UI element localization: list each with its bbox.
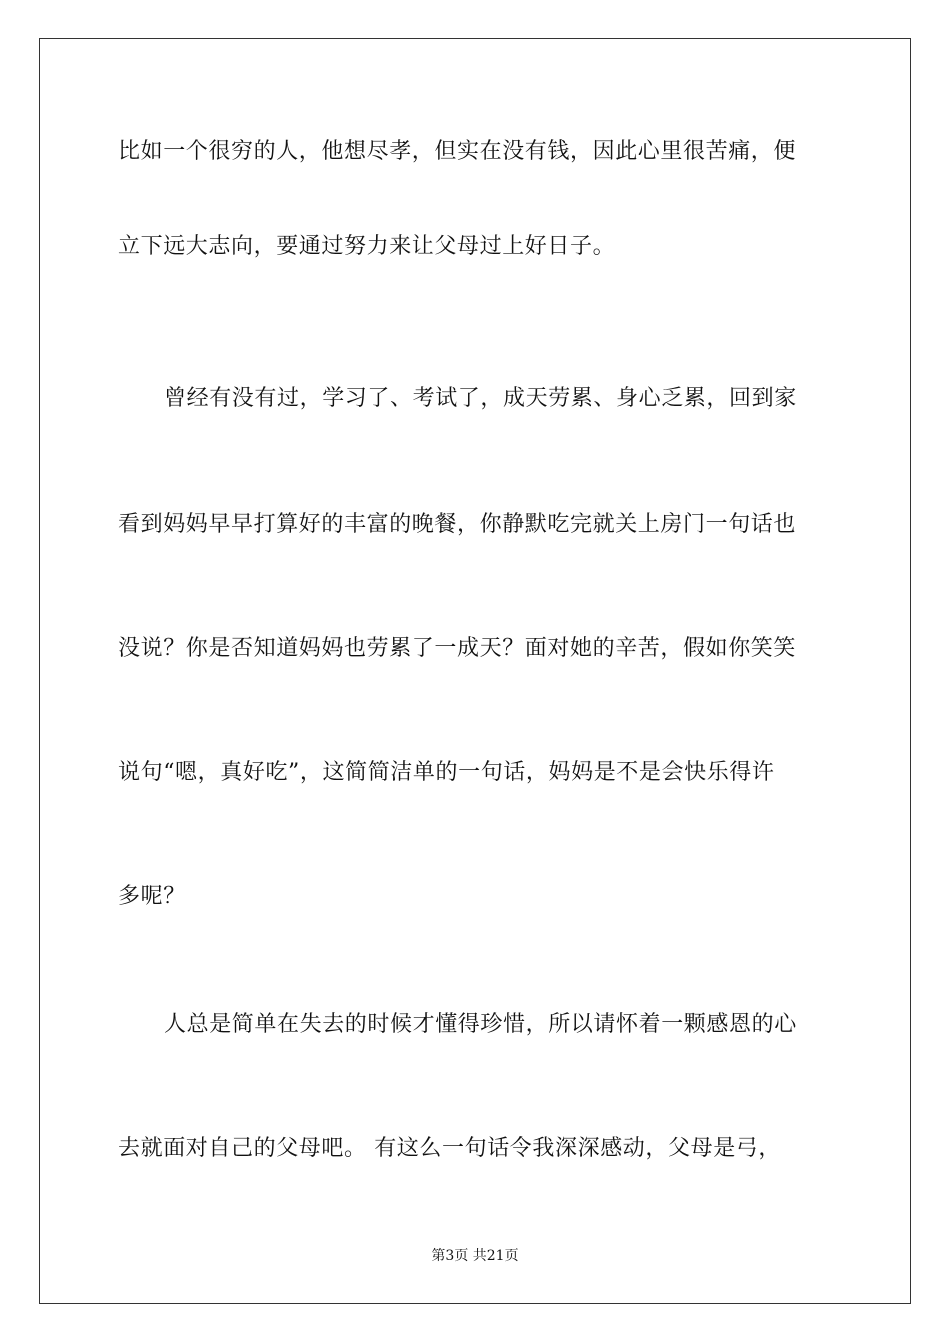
- text-line-1: 比如一个很穷的人，他想尽孝，但实在没有钱，因此心里很苦痛，便: [118, 139, 797, 164]
- text-line-5: 没说？你是否知道妈妈也劳累了一成天？面对她的辛苦，假如你笑笑: [118, 636, 797, 661]
- text-line-2: 立下远大志向，要通过努力来让父母过上好日子。: [118, 234, 616, 259]
- page-border: [39, 38, 911, 1304]
- page-number-footer: 第3页 共21页: [431, 1248, 519, 1264]
- text-line-8: 人总是简单在失去的时候才懂得珍惜，所以请怀着一颗感恩的心: [164, 1012, 797, 1037]
- text-line-3: 曾经有没有过，学习了、考试了，成天劳累、身心乏累，回到家: [164, 386, 797, 411]
- text-line-4: 看到妈妈早早打算好的丰富的晚餐，你静默吃完就关上房门一句话也: [118, 512, 797, 537]
- text-line-9: 去就面对自己的父母吧。 有这么一句话令我深深感动，父母是弓，: [118, 1136, 781, 1161]
- text-line-6: 说句“嗯，真好吃”，这简简洁单的一句话，妈妈是不是会快乐得许: [118, 760, 775, 785]
- text-line-7: 多呢？: [118, 884, 186, 909]
